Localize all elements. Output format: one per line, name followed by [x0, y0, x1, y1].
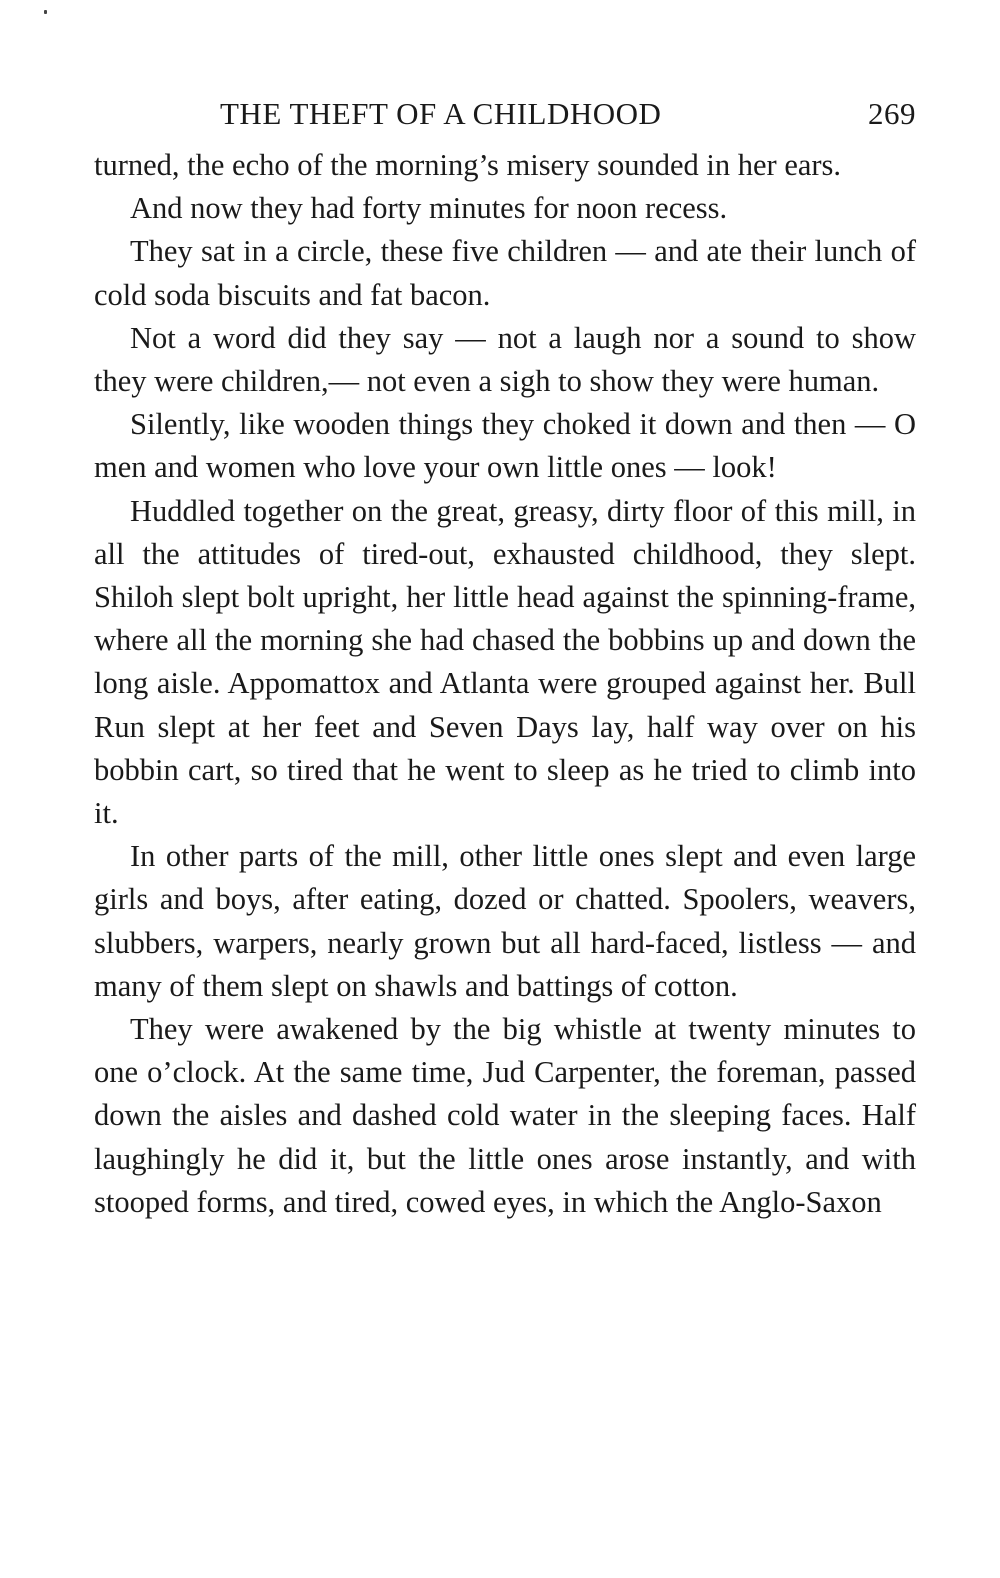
page-number: 269 — [868, 96, 916, 131]
paragraph: turned, the echo of the morning’s misery sounded in her ears. — [94, 148, 842, 182]
paragraph: Huddled together on the great, greasy, dirty floor of this mill, in all the attitudes of tired-out, exhausted childhood, they slept. Shiloh slept bolt upright, her little head against the spinning-frame, where all the morning she had chased the bobbins up and down the long aisle. Appomattox and Atlanta were grouped against her. Bull Run slept at her feet and Seven Days lay, half way over on his bobbin cart, so tired that he went to sleep as he tried to climb into it. — [94, 493, 916, 831]
chapter-title: THE THEFT OF A CHILDHOOD — [220, 96, 662, 131]
paragraph: In other parts of the mill, other little ones slept and even large girls and boys, after eating, dozed or chatted. Spoolers, weavers, slubbers, warpers, nearly grown but all hard-faced, listless — and many of them slept on shawls and battings of cotton. — [94, 839, 916, 1003]
paragraph: Not a word did they say — not a laugh nor a sound to show they were children,— not even a sigh to show they were human. — [94, 320, 916, 399]
paragraph: They sat in a circle, these five children — and ate their lunch of cold soda biscuits and fat bacon. — [94, 234, 916, 312]
body-text — [94, 144, 916, 1224]
ink-speck — [44, 10, 47, 14]
paragraph: They were awakened by the big whistle at twenty minutes to one o’clock. At the same time, Jud Carpenter, the foreman, passed down the aisles and dashed cold water in the sleeping faces. Half laughingly he did it, but the little ones arose instantly, and with stooped forms, and tired, cowed eyes, in which the Anglo-Saxon — [94, 1012, 916, 1219]
paragraph: Silently, like wooden things they choked it down and then — O men and women who love your own little ones — look! — [94, 407, 916, 485]
running-header — [94, 96, 916, 144]
paragraph: And now they had forty minutes for noon recess. — [130, 191, 728, 226]
book-page — [94, 96, 916, 1224]
